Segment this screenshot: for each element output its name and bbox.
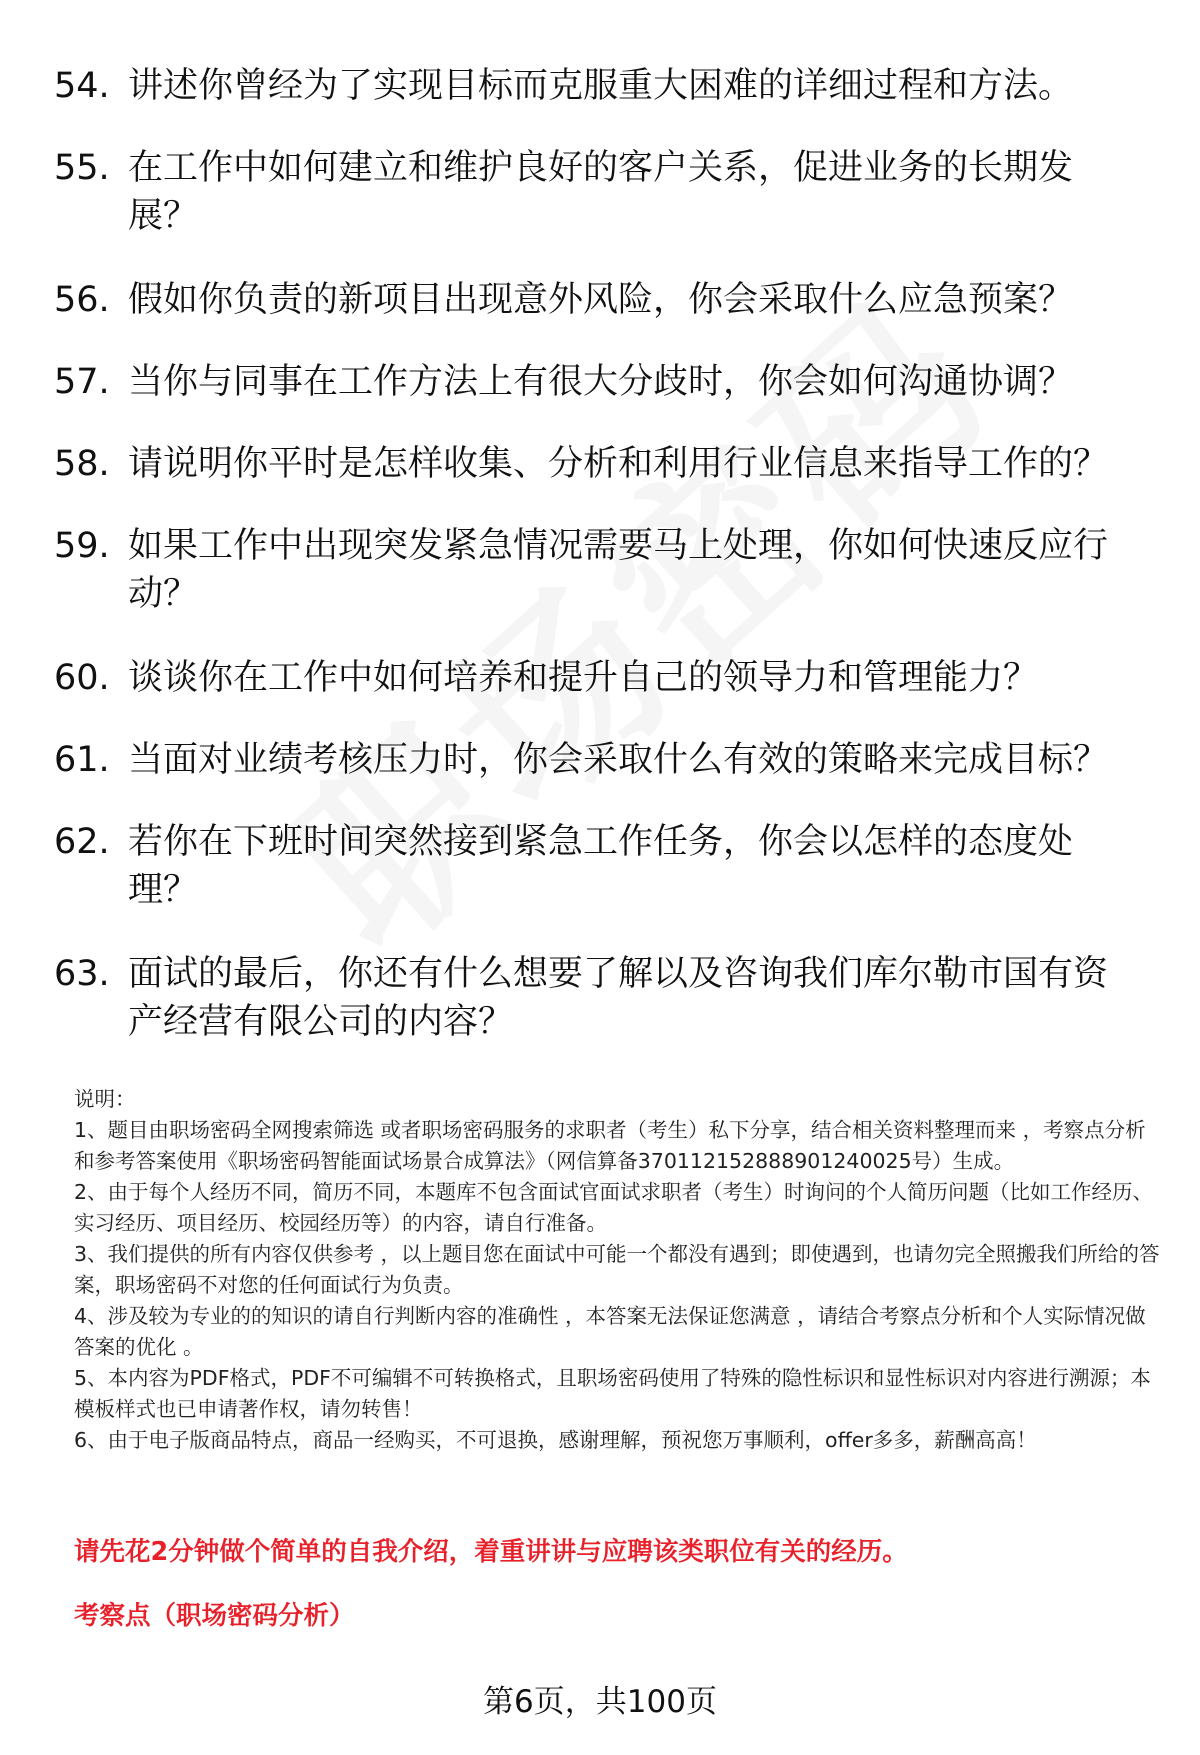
question-text: 面试的最后，你还有什么想要了解以及咨询我们库尔勒市国有资产经营有限公司的内容？ [128, 954, 1109, 1042]
intro-prompt: 请先花2分钟做个简单的自我介绍，着重讲讲与应聘该类职位有关的经历。 [74, 1537, 908, 1567]
notes-heading: 说明： [74, 1087, 136, 1111]
question-text: 讲述你曾经为了实现目标而克服重大困难的详细过程和方法。 [128, 66, 1074, 106]
question-text: 请说明你平时是怎样收集、分析和利用行业信息来指导工作的？ [128, 444, 1109, 484]
note-item: 2、由于每个人经历不同，简历不同，本题库不包含面试官面试求职者（考生）时询问的个人简历问题（比如工作经历、实习经历、项目经历、校园经历等）的内容，请自行准备。 [74, 1180, 1154, 1235]
question-number: 56. [54, 280, 110, 320]
question-text: 当面对业绩考核压力时，你会采取什么有效的策略来完成目标？ [128, 740, 1109, 780]
note-item: 3、我们提供的所有内容仅供参考 ，以上题目您在面试中可能一个都没有遇到；即使遇到，也请勿完全照搬我们所给的答案，职场密码不对您的任何面试行为负责。 [74, 1242, 1160, 1297]
question-text: 假如你负责的新项目出现意外风险，你会采取什么应急预案？ [128, 280, 1074, 320]
question-number: 58. [54, 444, 110, 484]
question-text: 当你与同事在工作方法上有很大分歧时，你会如何沟通协调？ [128, 362, 1074, 402]
question-number: 60. [54, 658, 110, 698]
question-number: 55. [54, 148, 110, 188]
question-number: 61. [54, 740, 110, 780]
note-item: 6、由于电子版商品特点，商品一经购买，不可退换，感谢理解，预祝您万事顺利，offer多多，薪酬高高！ [74, 1428, 1037, 1452]
note-item: 1、题目由职场密码全网搜索筛选 或者职场密码服务的求职者（考生）私下分享，结合相关资料整理而来 ，考察点分析和参考答案使用《职场密码智能面试场景合成算法》（网信算备370112152888901240025号）生成。 [74, 1118, 1146, 1173]
note-item: 5、本内容为PDF格式，PDF不可编辑不可转换格式，且职场密码使用了特殊的隐性标识和显性标识对内容进行溯源；本模板样式也已申请著作权，请勿转售！ [74, 1366, 1151, 1421]
question-text: 若你在下班时间突然接到紧急工作任务，你会以怎样的态度处理？ [128, 822, 1074, 910]
page-footer: 第6页，共100页 [483, 1684, 717, 1720]
question-number: 63. [54, 954, 110, 994]
question-text: 如果工作中出现突发紧急情况需要马上处理，你如何快速反应行动？ [128, 526, 1109, 614]
question-text: 在工作中如何建立和维护良好的客户关系，促进业务的长期发展？ [128, 148, 1074, 236]
question-text: 谈谈你在工作中如何培养和提升自己的领导力和管理能力？ [128, 658, 1039, 698]
question-number: 62. [54, 822, 110, 862]
question-number: 54. [54, 66, 110, 106]
analysis-heading: 考察点（职场密码分析） [74, 1601, 355, 1631]
note-item: 4、涉及较为专业的的知识的请自行判断内容的准确性 ，本答案无法保证您满意 ，请结合考察点分析和个人实际情况做答案的优化 。 [74, 1304, 1146, 1359]
disclaimer-notes [74, 1084, 1164, 1456]
question-number: 57. [54, 362, 110, 402]
question-number: 59. [54, 526, 110, 566]
